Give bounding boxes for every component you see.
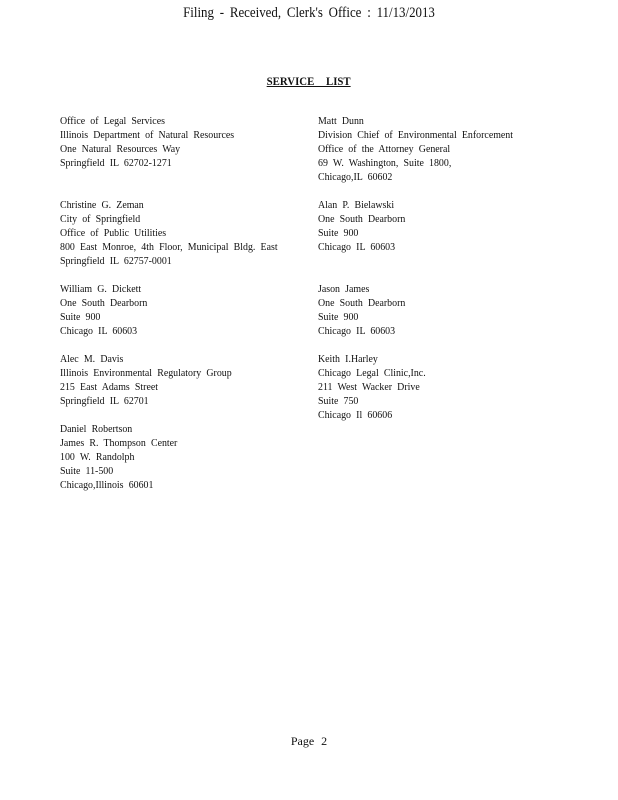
address-block <box>318 198 608 254</box>
recipient-name: Alan P. Bielawski <box>318 199 395 211</box>
address-line: 100 W. Randolph <box>60 451 135 463</box>
recipient-name: Office of Legal Services <box>60 115 165 127</box>
address-line: Suite 900 <box>60 311 101 323</box>
address-line: James R. Thompson Center <box>60 437 178 449</box>
address-block <box>318 114 608 184</box>
service-list-right-column <box>318 114 608 436</box>
address-block <box>60 282 310 338</box>
address-line: One Natural Resources Way <box>60 143 181 155</box>
address-line: One South Dearborn <box>60 297 148 309</box>
address-line: Suite 900 <box>318 311 359 323</box>
address-line: Chicago IL 60603 <box>318 241 396 253</box>
address-line: 69 W. Washington, Suite 1800, <box>318 157 452 169</box>
address-line: 800 East Monroe, 4th Floor, Municipal Bldg. East <box>60 241 278 253</box>
address-block <box>60 352 310 408</box>
address-line: Chicago Legal Clinic,Inc. <box>318 367 426 379</box>
recipient-name: Christine G. Zeman <box>60 199 144 211</box>
recipient-name: Jason James <box>318 283 370 295</box>
address-line: Illinois Department of Natural Resources <box>60 129 235 141</box>
address-block <box>60 422 310 492</box>
filing-header: Filing - Received, Clerk's Office : 11/13/2013 <box>183 5 435 21</box>
address-block <box>318 282 608 338</box>
address-line: Chicago,Illinois 60601 <box>60 479 154 491</box>
address-line: 211 West Wacker Drive <box>318 381 420 393</box>
address-line: Office of the Attorney General <box>318 143 451 155</box>
recipient-name: Daniel Robertson <box>60 423 133 435</box>
address-line: One South Dearborn <box>318 213 406 225</box>
recipient-name: William G. Dickett <box>60 283 142 295</box>
address-line: Suite 11-500 <box>60 465 114 477</box>
address-block <box>60 114 310 170</box>
address-line: City of Springfield <box>60 213 141 225</box>
address-line: Suite 750 <box>318 395 359 407</box>
address-line: 215 East Adams Street <box>60 381 159 393</box>
address-line: Office of Public Utilities <box>60 227 167 239</box>
address-line: Chicago,IL 60602 <box>318 171 393 183</box>
service-list-left-column <box>60 114 310 506</box>
address-line: Chicago IL 60603 <box>60 325 138 337</box>
address-line: Springfield IL 62757-0001 <box>60 255 172 267</box>
address-block <box>60 198 310 268</box>
page-title: SERVICE LIST <box>267 74 351 88</box>
recipient-name: Keith I.Harley <box>318 353 378 365</box>
address-line: Chicago IL 60603 <box>318 325 396 337</box>
address-line: Springfield IL 62702-1271 <box>60 157 172 169</box>
address-line: Chicago Il 60606 <box>318 409 393 421</box>
address-line: Springfield IL 62701 <box>60 395 149 407</box>
recipient-name: Matt Dunn <box>318 115 364 127</box>
address-block <box>318 352 608 422</box>
page-number: Page 2 <box>290 734 328 748</box>
recipient-name: Alec M. Davis <box>60 353 124 365</box>
address-line: Division Chief of Environmental Enforcement <box>318 129 514 141</box>
title-container <box>0 72 618 90</box>
address-line: Illinois Environmental Regulatory Group <box>60 367 232 379</box>
address-line: One South Dearborn <box>318 297 406 309</box>
address-line: Suite 900 <box>318 227 359 239</box>
